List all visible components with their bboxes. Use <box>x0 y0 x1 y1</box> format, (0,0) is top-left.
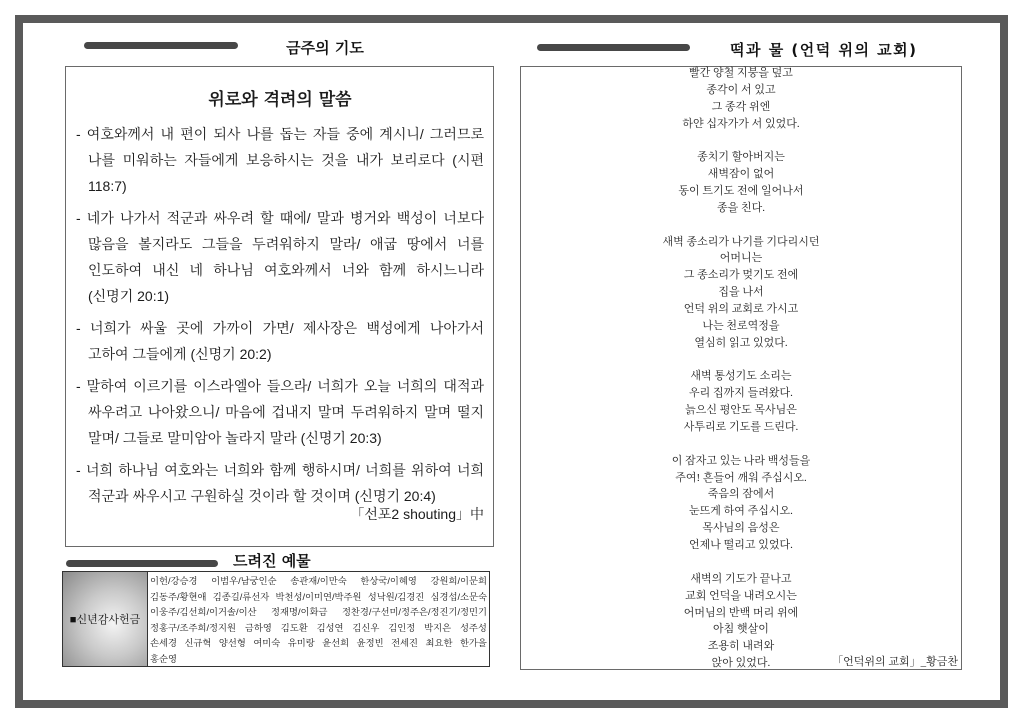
offering-names <box>148 572 489 666</box>
offering-name-line <box>150 652 487 666</box>
poem-line: 어머니는 <box>719 252 763 265</box>
donor-name: 유미랑 <box>287 638 315 649</box>
offering-section-title: 드려진 예물 <box>233 552 311 570</box>
poem-line: 새벽의 기도가 끝나고 <box>690 572 792 585</box>
offering-name-line <box>150 621 487 637</box>
donor-name: 김종길/류선자 <box>212 591 270 602</box>
poem-line: 교회 언덕을 내려오시는 <box>685 589 797 602</box>
prayer-header-bar <box>84 42 238 49</box>
verse-item: - 여호와께서 내 편이 되사 나를 돕는 자들 중에 계시니/ 그러므로 나를 미워하는 자들에게 보응하시는 것을 내가 보리로다 (시편 118:7) <box>76 126 484 194</box>
poem-line: 어머님의 반백 머리 위에 <box>683 606 799 619</box>
poem-line: 하얀 십자가가 서 있었다. <box>682 117 800 130</box>
poem-stanza <box>521 234 961 352</box>
offering-category: ■신년감사헌금 <box>63 572 148 666</box>
poem-line: 언덕 위의 교회로 가시고 <box>683 303 799 316</box>
donor-name: 윤정빈 <box>356 638 384 649</box>
donor-name: 송관재/이만숙 <box>290 576 347 586</box>
donor-name: 심경섭/소문숙 <box>430 591 487 602</box>
poem-line: 사투리로 기도를 드린다. <box>683 421 799 434</box>
verse-item: - 너희가 싸울 곳에 가까이 가면/ 제사장은 백성에게 나아가서 고하여 그들에게 (신명기 20:2) <box>76 320 484 362</box>
donor-name: 김도환 <box>280 622 308 633</box>
donor-name: 박지은 <box>424 622 452 633</box>
poem-line: 그 종소리가 멎기도 전에 <box>683 269 799 282</box>
poem-line: 종각이 서 있고 <box>706 83 776 96</box>
poem-box <box>520 66 962 670</box>
verse-item: - 너희 하나님 여호와는 너희와 함께 행하시며/ 너희를 위하여 너희 적군과 싸우시고 구원하실 것이라 할 것이며 (신명기 20:4) <box>76 462 484 504</box>
donor-name: 신규혁 <box>184 638 212 649</box>
offering-name-line <box>150 590 487 606</box>
poem-line: 주여! 흔들어 깨워 주십시오. <box>675 471 807 484</box>
poem-line: 죽음의 잠에서 <box>707 488 775 501</box>
donor-name: 윤선희 <box>322 638 350 649</box>
donor-name: 성주성 <box>459 622 487 633</box>
poem-body <box>521 65 961 672</box>
donor-name: 박천성/이미연/박주원 <box>275 591 362 602</box>
poem-line: 앉아 있었다. <box>711 657 771 670</box>
donor-name: 금하영 <box>244 622 272 633</box>
donor-name: 손세경 <box>150 638 177 649</box>
offering-name-line <box>150 574 487 590</box>
donor-name: 양선형 <box>218 638 246 649</box>
donor-name: 강원희/이문희 <box>430 576 487 586</box>
prayer-box <box>65 66 494 547</box>
donor-name: 성낙원/김경진 <box>367 591 425 602</box>
poem-line: 나는 천로역정을 <box>702 319 780 332</box>
poem-line: 조용히 내려와 <box>707 640 775 653</box>
donor-name: 김인정 <box>388 622 416 633</box>
donor-name: 한상국/이혜영 <box>360 576 417 586</box>
donor-name: 김성연 <box>316 622 344 633</box>
donor-name: 김신우 <box>352 622 380 633</box>
prayer-source: 「선포2 shouting」中 <box>350 506 484 522</box>
poem-line: 열심히 읽고 있었다. <box>694 336 788 349</box>
donor-name: 이헌/강승경 <box>150 576 198 586</box>
donor-name: 이웅주/김선희/이거솔/이산 <box>150 607 257 618</box>
poem-header-bar <box>537 44 690 51</box>
donor-name: 이범우/남궁인순 <box>211 576 277 586</box>
poem-line: 종치기 할아버지는 <box>697 151 785 164</box>
donor-name: 전세진 <box>391 638 419 649</box>
poem-line: 새벽 통성기도 소리는 <box>690 370 792 383</box>
verse-item: - 네가 나가서 적군과 싸우려 할 때에/ 말과 병거와 백성이 너보다 많음을 볼지라도 그들을 두려워하지 말라/ 애굽 땅에서 너를 인도하여 내신 네 하나님 여호와께서 너와 함께 하시느니라 (신명기 20:1) <box>76 210 484 304</box>
donor-name: 한가을 <box>459 638 487 649</box>
verse-item: - 말하여 이르기를 이스라엘아 들으라/ 너희가 오늘 너희의 대적과 싸우려고 나아왔으니/ 마음에 겁내지 말며 두려워하지 말며 떨지 말며/ 그들로 말미암아 놀라지 말라 (신명기 20:3) <box>76 378 484 446</box>
offering-header-bar <box>66 560 218 567</box>
poem-line: 집을 나서 <box>718 286 764 299</box>
prayer-verses <box>76 121 484 509</box>
poem-stanza <box>521 149 961 216</box>
poem-line: 늙으신 평안도 목사님은 <box>685 404 797 417</box>
offering-name-line <box>150 605 487 621</box>
poem-line: 종을 친다. <box>716 201 765 214</box>
poem-stanza <box>521 368 961 435</box>
poem-line: 이 잠자고 있는 나라 백성들을 <box>671 454 811 467</box>
offering-name-line <box>150 636 487 652</box>
donor-name: 김동주/황현애 <box>150 591 207 602</box>
poem-line: 언제나 떨리고 있었다. <box>689 539 793 552</box>
poem-stanza <box>521 65 961 132</box>
donor-name: 여미숙 <box>253 638 281 649</box>
donor-name: 정찬경/구선미/정주은/정진기/정민기 <box>341 607 487 618</box>
poem-section-title: 떡과 물 (언덕 위의 교회) <box>730 41 918 59</box>
offering-table <box>62 571 490 667</box>
poem-line: 아침 햇살이 <box>713 623 769 636</box>
donor-name: 정재명/이화금 <box>271 607 328 618</box>
poem-stanza <box>521 453 961 554</box>
poem-line: 그 종각 위엔 <box>711 100 771 113</box>
poem-source: 「언덕위의 교회」_황금찬 <box>832 656 958 668</box>
poem-line: 눈뜨게 하여 주십시오. <box>689 505 793 518</box>
poem-line: 동이 트기도 전에 일어나서 <box>678 185 804 198</box>
poem-line: 목사님의 음성은 <box>702 522 780 535</box>
poem-line: 새벽잠이 없어 <box>707 168 775 181</box>
donor-name: 정홍구/조주희/정지원 <box>150 622 236 633</box>
donor-name: 홍순영 <box>150 653 177 664</box>
donor-name: 최요한 <box>425 638 453 649</box>
prayer-section-title: 금주의 기도 <box>286 39 364 57</box>
poem-line: 빨간 양철 지붕을 덮고 <box>689 67 793 79</box>
prayer-title: 위로와 격려의 말씀 <box>208 90 352 110</box>
poem-line: 우리 집까지 들려왔다. <box>689 387 793 400</box>
poem-line: 새벽 종소리가 나기를 기다리시던 <box>662 235 820 248</box>
